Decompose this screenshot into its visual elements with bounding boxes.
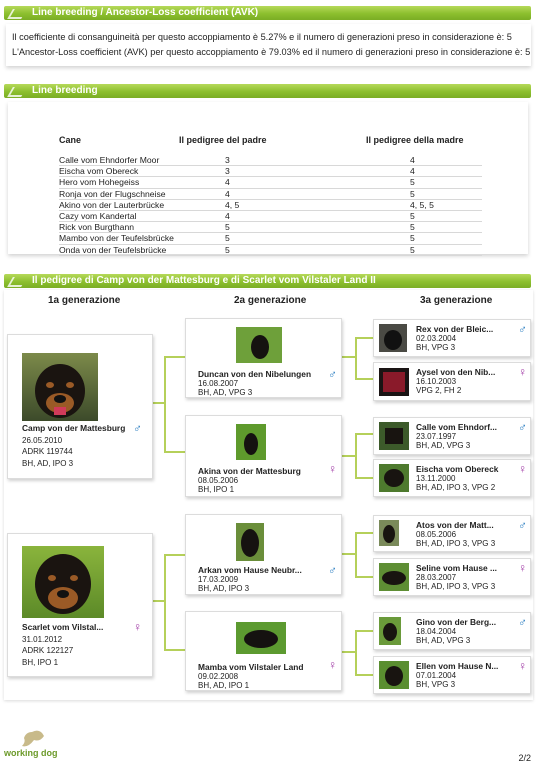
male-sex-icon: ♂: [518, 322, 527, 336]
dog-photo: [379, 368, 409, 396]
dog-titles: BH, AD, VPG 3: [416, 636, 471, 645]
male-sex-icon: ♂: [518, 420, 527, 434]
working-dog-logo: [2, 728, 74, 764]
dog-birthdate: 16.08.2007: [198, 379, 239, 388]
connector-line: [355, 532, 357, 577]
dog-photo: [379, 617, 401, 645]
dog-birthdate: 08.05.2006: [416, 530, 457, 539]
connector-line: [355, 337, 357, 379]
generation-3-heading: 3a generazione: [420, 295, 493, 306]
pedigree-card-sire[interactable]: [7, 334, 153, 479]
connector-line: [355, 378, 373, 380]
dog-photo: [236, 622, 286, 654]
connector-line: [342, 651, 356, 653]
female-sex-icon: ♀: [133, 620, 142, 634]
connector-line: [355, 630, 373, 632]
dog-birthdate: 16.10.2003: [416, 377, 457, 386]
avk-section-header: [4, 6, 531, 20]
generation-1-heading: 1a generazione: [48, 295, 121, 306]
dog-birthdate: 28.03.2007: [416, 573, 457, 582]
connector-line: [355, 674, 373, 676]
connector-line: [164, 356, 166, 452]
table-row: Hero vom Hohegeiss 4 5: [59, 177, 482, 188]
table-row: Rick von Burgthann 5 5: [59, 222, 482, 233]
dog-birthdate: 07.01.2004: [416, 671, 457, 680]
connector-line: [164, 649, 185, 651]
dog-name: Aysel von den Nib...: [416, 367, 496, 377]
table-row: Onda von der Teufelsbrücke 5 5: [59, 244, 482, 255]
dog-registration: ADRK 122127: [22, 646, 74, 655]
dog-registration: ADRK 119744: [22, 447, 73, 456]
dog-photo: [236, 424, 266, 460]
line-breeding-table: [59, 135, 482, 256]
dog-photo: [379, 422, 409, 450]
avk-section-title: Line breeding / Ancestor-Loss coefficient (AVK): [32, 7, 259, 18]
dog-name: Gino von der Berg...: [416, 617, 497, 627]
col-header-dam-pedigree: Il pedigree della madre: [366, 135, 464, 145]
dog-name: Eischa vom Obereck: [416, 464, 499, 474]
dog-name: Scarlet vom Vilstal...: [22, 622, 104, 632]
dog-titles: BH, IPO 1: [198, 485, 235, 494]
dog-photo: [236, 523, 264, 561]
pedigree-card-gen3[interactable]: [373, 656, 531, 694]
dog-titles: BH, AD, VPG 3: [198, 388, 253, 397]
col-header-dog: Cane: [59, 135, 82, 145]
dog-name: Duncan von den Nibelungen: [198, 369, 312, 379]
dog-photo: [379, 520, 399, 546]
dog-birthdate: 31.01.2012: [22, 635, 63, 644]
dog-titles: BH, VPG 3: [416, 343, 456, 352]
male-sex-icon: ♂: [328, 367, 337, 381]
table-header-row: [59, 135, 482, 155]
logo-text: working dog: [4, 748, 58, 758]
male-sex-icon: ♂: [328, 563, 337, 577]
connector-line: [355, 532, 373, 534]
line-breeding-panel: [8, 102, 528, 254]
pedigree-card-maternal-grandsire[interactable]: [185, 514, 342, 595]
pedigree-card-gen3[interactable]: [373, 417, 531, 455]
male-sex-icon: ♂: [133, 421, 142, 435]
dog-titles: BH, AD, IPO 3: [22, 459, 74, 468]
table-row: Ronja von der Flugschneise 4 5: [59, 188, 482, 199]
dog-titles: BH, AD, IPO 3, VPG 3: [416, 582, 496, 591]
pedigree-card-gen3[interactable]: [373, 558, 531, 596]
connector-line: [355, 576, 373, 578]
dog-name: Seline vom Hause ...: [416, 563, 497, 573]
pedigree-card-paternal-granddam[interactable]: [185, 415, 342, 497]
pedigree-card-dam[interactable]: [7, 533, 153, 677]
dog-birthdate: 17.03.2009: [198, 575, 239, 584]
dog-titles: BH, AD, IPO 3, VPG 2: [416, 483, 496, 492]
female-sex-icon: ♀: [518, 462, 527, 476]
dog-birthdate: 08.05.2006: [198, 476, 239, 485]
female-sex-icon: ♀: [328, 462, 337, 476]
dog-birthdate: 23.07.1997: [416, 432, 457, 441]
avk-coefficient-text: L'Ancestor-Loss coefficient (AVK) per questo accoppiamento è 79.03% ed il numero di generazioni preso in considerazione è: 5: [12, 47, 531, 57]
dog-birthdate: 18.04.2004: [416, 627, 457, 636]
dog-photo: [379, 661, 409, 689]
dog-titles: BH, AD, IPO 3, VPG 3: [416, 539, 496, 548]
pedigree-card-gen3[interactable]: [373, 459, 531, 497]
pedigree-card-gen3[interactable]: [373, 515, 531, 552]
dog-titles: BH, AD, VPG 3: [416, 441, 471, 450]
dog-photo: [22, 546, 104, 618]
dog-birthdate: 09.02.2008: [198, 672, 239, 681]
connector-line: [355, 433, 373, 435]
dog-name: Ellen vom Hause N...: [416, 661, 499, 671]
connector-line: [355, 433, 357, 478]
table-row: Akino von der Lauterbrücke 4, 5 4, 5, 5: [59, 199, 482, 210]
pedigree-card-gen3[interactable]: [373, 362, 531, 401]
dog-photo: [379, 464, 409, 492]
dog-photo: [22, 353, 98, 421]
connector-line: [342, 356, 356, 358]
dog-photo: [236, 327, 282, 363]
pedigree-card-gen3[interactable]: [373, 319, 531, 357]
dog-photo: [379, 324, 407, 352]
female-sex-icon: ♀: [518, 561, 527, 575]
dog-photo: [379, 563, 409, 591]
female-sex-icon: ♀: [518, 365, 527, 379]
dog-birthdate: 26.05.2010: [22, 436, 63, 445]
pedigree-card-gen3[interactable]: [373, 612, 531, 650]
col-header-sire-pedigree: Il pedigree del padre: [179, 135, 267, 145]
dog-titles: BH, IPO 1: [22, 658, 59, 667]
table-row: Mambo von der Teufelsbrücke 5 5: [59, 233, 482, 244]
dog-name: Akina von der Mattesburg: [198, 466, 301, 476]
dog-birthdate: 13.11.2000: [416, 474, 456, 483]
connector-line: [355, 337, 373, 339]
pedigree-card-paternal-grandsire[interactable]: [185, 318, 342, 398]
connector-line: [164, 451, 185, 453]
dog-titles: VPG 2, FH 2: [416, 386, 462, 395]
dog-name: Arkan vom Hause Neubr...: [198, 565, 302, 575]
dog-name: Camp von der Mattesburg: [22, 423, 126, 433]
table-row: Calle vom Ehndorfer Moor 3 4: [59, 155, 482, 166]
dog-name: Mamba vom Vilstaler Land: [198, 662, 304, 672]
dog-birthdate: 02.03.2004: [416, 334, 457, 343]
pedigree-title: Il pedigree di Camp von der Mattesburg e di Scarlet vom Vilstaler Land II: [32, 275, 376, 286]
connector-line: [342, 455, 356, 457]
connector-line: [355, 630, 357, 675]
dog-name: Calle vom Ehndorf...: [416, 422, 497, 432]
line-breeding-section-header: [4, 84, 531, 98]
line-breeding-title: Line breeding: [32, 85, 98, 96]
page-number: 2/2: [518, 753, 531, 763]
pedigree-section-header: [4, 274, 531, 288]
connector-line: [164, 356, 185, 358]
dog-titles: BH, AD, IPO 1: [198, 681, 250, 690]
connector-line: [164, 554, 166, 650]
female-sex-icon: ♀: [328, 658, 337, 672]
connector-line: [342, 553, 356, 555]
dog-name: Atos von der Matt...: [416, 520, 494, 530]
table-row: Eischa vom Obereck 3 4: [59, 166, 482, 177]
pedigree-card-maternal-granddam[interactable]: [185, 611, 342, 691]
dog-name: Rex von der Bleic...: [416, 324, 494, 334]
connector-line: [164, 554, 185, 556]
male-sex-icon: ♂: [518, 518, 527, 532]
male-sex-icon: ♂: [518, 615, 527, 629]
dog-titles: BH, AD, IPO 3: [198, 584, 250, 593]
dog-titles: BH, VPG 3: [416, 680, 456, 689]
generation-2-heading: 2a generazione: [234, 295, 307, 306]
connector-line: [355, 477, 373, 479]
female-sex-icon: ♀: [518, 659, 527, 673]
table-row: Cazy vom Kandertal 4 5: [59, 211, 482, 222]
avk-panel: [6, 24, 531, 66]
inbreeding-coefficient-text: Il coefficiente di consanguineità per questo accoppiamento è 5.27% e il numero di generazioni preso in considerazione è: 5: [12, 32, 512, 42]
